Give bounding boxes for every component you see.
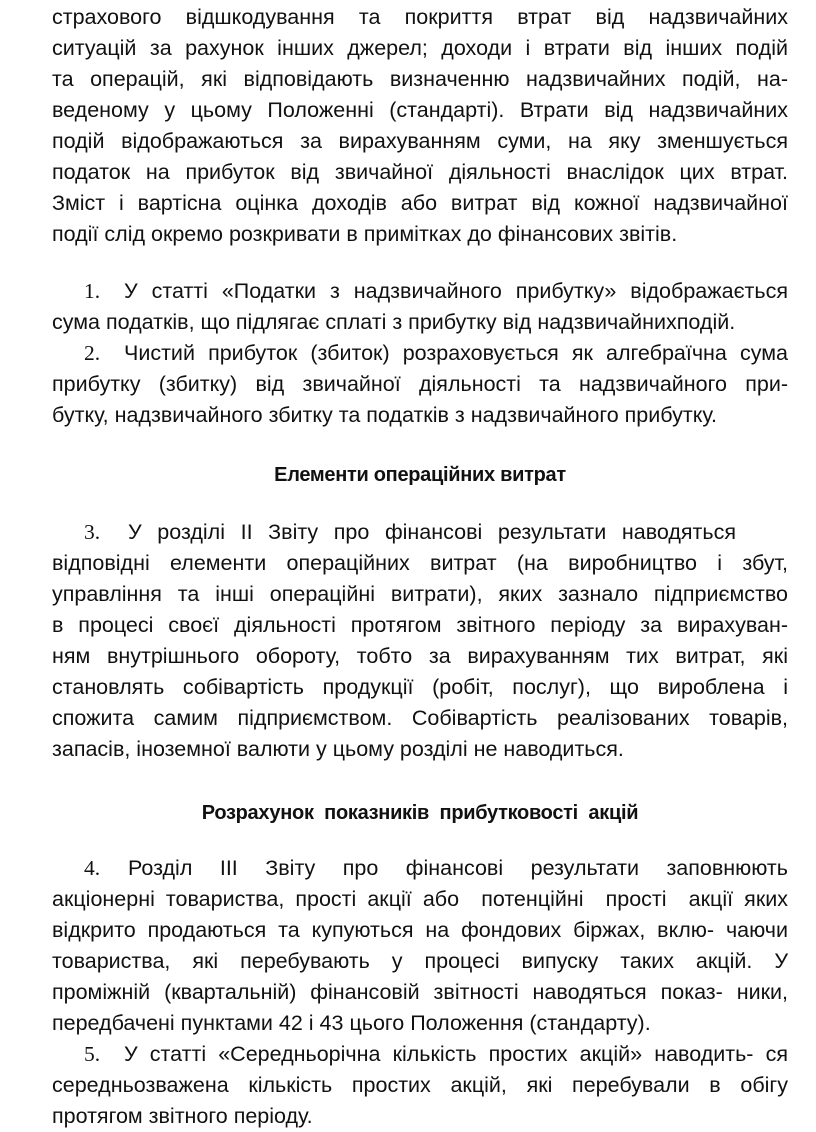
item-3-line-3: управління та інші операційні витрати), яких зазнало підприємство bbox=[52, 582, 788, 606]
intro-line-7: Зміст і вартісна оцінка доходів або витрат від кожної надзвичайної bbox=[52, 191, 788, 215]
item-5-paragraph bbox=[52, 1039, 788, 1132]
intro-line-2: ситуацій за рахунок інших джерел; доходи і втрати від інших подій bbox=[52, 36, 788, 60]
item-3-line-8: запасів, іноземної валюти у цьому розділі не наводиться. bbox=[52, 737, 624, 761]
item-2-line-1 bbox=[52, 338, 788, 369]
intro-paragraph bbox=[52, 2, 788, 250]
item-2-line-3: бутку, надзвичайного збитку та податків з надзвичайного прибутку. bbox=[52, 403, 717, 427]
item-4-line-6: передбачені пунктами 42 і 43 цього Положення (стандарту). bbox=[52, 1011, 651, 1035]
item-1-line-2: сума податків, що підлягає сплаті з прибутку від надзвичайнихподій. bbox=[52, 310, 736, 334]
item-3-line-7: спожита самим підприємством. Собівартість реалізованих товарів, bbox=[52, 706, 788, 730]
section-heading-share-profitability: Розрахунок показників прибутковості акцій bbox=[201, 802, 639, 824]
item-2-line-2: прибутку (збитку) від звичайної діяльності та надзвичайного при- bbox=[52, 372, 788, 396]
intro-line-8: події слід окремо розкривати в примітках до фінансових звітів. bbox=[52, 222, 678, 246]
item-4-line-4: товариства, які перебувають у процесі випуску таких акцій. У bbox=[52, 949, 788, 973]
item-3-line-2: відповідні елементи операційних витрат (на виробництво і збут, bbox=[52, 551, 788, 575]
item-5-line-3: протягом звітного періоду. bbox=[52, 1104, 313, 1128]
item-4-line-1 bbox=[52, 853, 788, 884]
intro-line-4: веденому у цьому Положенні (стандарті). Втрати від надзвичайних bbox=[52, 98, 788, 122]
item-5-line-2: середньозважена кількість простих акцій, які перебували в обігу bbox=[52, 1073, 788, 1097]
item-4-line-2: акціонерні товариства, прості акції або потенційні прості акції яких bbox=[52, 887, 788, 911]
intro-line-6: податок на прибуток від звичайної діяльності внаслідок цих втрат. bbox=[52, 160, 788, 184]
item-5-text-1: У статті «Середньорічна кількість простих акцій» наводить- ся bbox=[124, 1042, 788, 1066]
section-heading-operating-costs: Елементи операційних витрат bbox=[274, 464, 566, 486]
item-1-text-1: У статті «Податки з надзвичайного прибутку» відображається bbox=[124, 279, 788, 303]
item-4-line-5: проміжній (квартальній) фінансовій звітності наводяться показ- ники, bbox=[52, 980, 788, 1004]
item-2-text-1: Чистий прибуток (збиток) розраховується як алгебраїчна сума bbox=[124, 341, 788, 365]
item-1-paragraph bbox=[52, 276, 788, 338]
item-1-line-1 bbox=[52, 276, 788, 307]
item-1-number: 1. bbox=[84, 279, 101, 303]
item-5-number: 5. bbox=[84, 1042, 101, 1066]
item-4-text-1: Розділ III Звіту про фінансові результати заповнюють bbox=[128, 856, 788, 880]
item-4-line-3: відкрито продаються та купуються на фондових біржах, вклю- чаючи bbox=[52, 918, 788, 942]
item-3-line-4: в процесі своєї діяльності протягом звітного періоду за вирахуван- bbox=[52, 613, 788, 637]
intro-line-5: подій відображаються за вирахуванням суми, на яку зменшується bbox=[52, 129, 788, 153]
item-4-number: 4. bbox=[84, 856, 101, 880]
item-3-paragraph bbox=[52, 517, 788, 765]
item-3-line-1 bbox=[52, 517, 788, 548]
item-2-paragraph bbox=[52, 338, 788, 431]
item-3-text-1: У розділі II Звіту про фінансові результати наводяться bbox=[128, 520, 736, 544]
item-5-line-1 bbox=[52, 1039, 788, 1070]
item-4-paragraph bbox=[52, 853, 788, 1039]
item-3-line-5: ням внутрішнього обороту, тобто за вирахуванням тих витрат, які bbox=[52, 644, 788, 668]
item-3-number: 3. bbox=[84, 520, 101, 544]
item-2-number: 2. bbox=[84, 341, 101, 365]
intro-line-1: страхового відшкодування та покриття втрат від надзвичайних bbox=[52, 5, 788, 29]
item-3-line-6: становлять собівартість продукції (робіт, послуг), що вироблена і bbox=[52, 675, 788, 699]
intro-line-3: та операцій, які відповідають визначенню надзвичайних подій, на- bbox=[52, 67, 788, 91]
